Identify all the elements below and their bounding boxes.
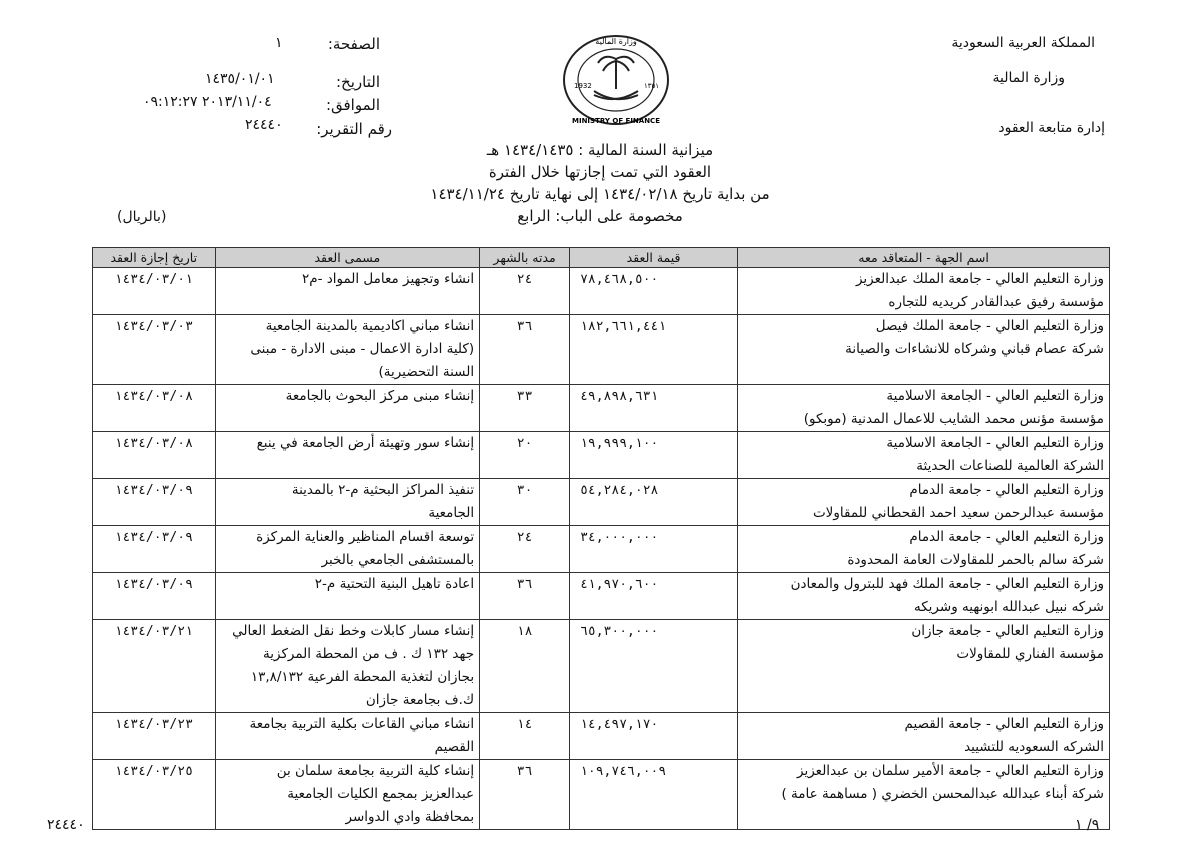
- logo-year-left: 1932: [574, 82, 592, 90]
- cell-contract-value: ١٠٩,٧٤٦,٠٠٩: [570, 760, 738, 830]
- contracts-table-body: [93, 268, 1110, 830]
- table-row: [93, 385, 1110, 432]
- cell-contract-value: ٦٥,٣٠٠,٠٠٠: [570, 620, 738, 713]
- contract-name-line: إنشاء مسار كابلات وخط نقل الضغط العالي: [232, 623, 475, 639]
- report-title-contracts: العقود التي تمت إجازتها خلال الفترة: [488, 163, 712, 181]
- cell-approval-date: ١٤٣٤/٠٣/٢١: [93, 620, 216, 713]
- cell-contract-name: [215, 620, 480, 713]
- cell-contract-name: [215, 315, 480, 385]
- cell-contract-value: ١٤,٤٩٧,١٧٠: [570, 713, 738, 760]
- cell-duration: ٣٦: [480, 760, 570, 830]
- footer-report-number: ٢٤٤٤٠: [47, 817, 85, 833]
- ministry-name: وزارة المالية: [992, 70, 1065, 86]
- contract-name-line: بمحافظة وادي الدواسر: [345, 809, 475, 825]
- entity-name: وزارة التعليم العالي - الجامعة الاسلامية: [886, 388, 1104, 404]
- header-value: قيمة العقد: [570, 248, 738, 268]
- entity-name: وزارة التعليم العالي - جامعة القصيم: [904, 716, 1104, 732]
- contractor-name: مؤسسة رفيق عبدالقادر كريديه للتجاره: [888, 294, 1104, 310]
- page-counter: ٩/ ١: [1075, 817, 1100, 833]
- ministry-seal-icon: [560, 33, 672, 128]
- table-row: [93, 268, 1110, 315]
- cell-duration: ١٤: [480, 713, 570, 760]
- table-row: [93, 479, 1110, 526]
- contractor-name: شركة سالم بالحمر للمقاولات العامة المحدودة: [847, 552, 1104, 568]
- cell-duration: ١٨: [480, 620, 570, 713]
- contract-name-line: إنشاء مبنى مركز البحوث بالجامعة: [285, 388, 475, 404]
- report-title-period: من بداية تاريخ ١٤٣٤/٠٢/١٨ إلى نهاية تاريخ ١٤٣٤/١١/٢٤: [430, 185, 770, 203]
- date-value: ١٤٣٥/٠١/٠١: [205, 71, 275, 87]
- entity-name: وزارة التعليم العالي - جامعة الملك فهد للبترول والمعادن: [790, 576, 1104, 592]
- contract-name-line: (كلية ادارة الاعمال - مبنى الادارة - مبنى: [250, 341, 475, 357]
- cell-contract-name: [215, 385, 480, 432]
- contract-name-line: بالمستشفى الجامعي بالخبر: [321, 552, 475, 568]
- cell-approval-date: ١٤٣٤/٠٣/٠١: [93, 268, 216, 315]
- contract-name-line: إنشاء كلية التربية بجامعة سلمان بن: [276, 763, 475, 779]
- cell-duration: ٣٦: [480, 315, 570, 385]
- contract-name-line: انشاء مباني اكاديمية بالمدينة الجامعية: [265, 318, 475, 334]
- table-row: [93, 573, 1110, 620]
- date-label: التاريخ:: [336, 73, 380, 91]
- cell-duration: ٢٤: [480, 526, 570, 573]
- cell-contract-name: [215, 479, 480, 526]
- cell-contract-value: ٧٨,٤٦٨,٥٠٠: [570, 268, 738, 315]
- cell-entity: [738, 268, 1110, 315]
- contract-name-line: السنة التحضيرية): [378, 364, 475, 380]
- cell-contract-value: ١٨٢,٦٦١,٤٤١: [570, 315, 738, 385]
- header-contract-name: مسمى العقد: [215, 248, 480, 268]
- contract-name-line: بجازان لتغذية المحطة الفرعية ١٣,٨/١٣٢: [250, 669, 475, 685]
- cell-contract-name: [215, 268, 480, 315]
- cell-approval-date: ١٤٣٤/٠٣/٠٩: [93, 573, 216, 620]
- cell-duration: ٣٦: [480, 573, 570, 620]
- contract-name-line: اعادة تاهيل البنية التحتية م-٢: [314, 576, 475, 592]
- logo-arabic-text: وزارة المالية: [595, 37, 637, 46]
- cell-duration: ٣٠: [480, 479, 570, 526]
- cell-entity: [738, 713, 1110, 760]
- cell-entity: [738, 385, 1110, 432]
- cell-entity: [738, 315, 1110, 385]
- cell-entity: [738, 620, 1110, 713]
- cell-contract-value: ٤١,٩٧٠,٦٠٠: [570, 573, 738, 620]
- kingdom-name: المملكة العربية السعودية: [951, 35, 1095, 51]
- report-title-budget: ميزانية السنة المالية : ١٤٣٤/١٤٣٥ هـ: [486, 141, 714, 159]
- currency-note: (بالريال): [117, 209, 167, 225]
- contract-name-line: انشاء وتجهيز معامل المواد -م٢: [301, 271, 475, 287]
- report-number-value: ٢٤٤٤٠: [245, 117, 283, 133]
- corresponding-label: الموافق:: [325, 96, 380, 114]
- cell-approval-date: ١٤٣٤/٠٣/٢٣: [93, 713, 216, 760]
- contractor-name: مؤسسة عبدالرحمن سعيد احمد القحطاني للمقاولات: [812, 505, 1104, 521]
- corresponding-value: ٢٠١٣/١١/٠٤ ٠٩:١٢:٢٧: [143, 94, 272, 110]
- cell-approval-date: ١٤٣٤/٠٣/٢٥: [93, 760, 216, 830]
- header-duration: مدته بالشهر: [480, 248, 570, 268]
- report-number-label: رقم التقرير:: [316, 120, 392, 138]
- cell-contract-value: ١٩,٩٩٩,١٠٠: [570, 432, 738, 479]
- contract-name-line: الجامعية: [428, 505, 475, 521]
- ministry-of-finance-logo: [560, 33, 672, 128]
- table-row: [93, 526, 1110, 573]
- contract-name-line: توسعة اقسام المناظير والعناية المركزة: [256, 529, 475, 545]
- cell-entity: [738, 432, 1110, 479]
- cell-contract-name: [215, 526, 480, 573]
- cell-contract-name: [215, 573, 480, 620]
- logo-year-right: ١٣٥١: [644, 82, 660, 90]
- entity-name: وزارة التعليم العالي - الجامعة الاسلامية: [886, 435, 1104, 451]
- cell-approval-date: ١٤٣٤/٠٣/٠٩: [93, 526, 216, 573]
- contract-name-line: إنشاء سور وتهيئة أرض الجامعة في ينبع: [256, 435, 475, 451]
- cell-entity: [738, 760, 1110, 830]
- page-value: ١: [275, 35, 283, 51]
- contractor-name: مؤسسة مؤنس محمد الشايب للاعمال المدنية (موبكو): [803, 411, 1104, 427]
- cell-approval-date: ١٤٣٤/٠٣/٠٨: [93, 385, 216, 432]
- entity-name: وزارة التعليم العالي - جامعة الأمير سلمان بن عبدالعزيز: [797, 763, 1104, 779]
- contract-name-line: عبدالعزيز بمجمع الكليات الجامعية: [287, 786, 475, 802]
- cell-duration: ٢٠: [480, 432, 570, 479]
- table-row: [93, 315, 1110, 385]
- contract-name-line: جهد ١٣٢ ك . ف من المحطة المركزية: [263, 646, 475, 662]
- contract-name-line: انشاء مباني القاعات بكلية التربية بجامعة: [249, 716, 475, 732]
- entity-name: وزارة التعليم العالي - جامعة جازان: [911, 623, 1104, 639]
- report-title-chapter: مخصومة على الباب: الرابع: [517, 207, 683, 225]
- cell-approval-date: ١٤٣٤/٠٣/٠٩: [93, 479, 216, 526]
- cell-contract-value: ٤٩,٨٩٨,٦٣١: [570, 385, 738, 432]
- table-row: [93, 760, 1110, 830]
- cell-entity: [738, 479, 1110, 526]
- cell-contract-name: [215, 760, 480, 830]
- table-row: [93, 432, 1110, 479]
- contract-name-line: تنفيذ المراكز البحثية م-٢ بالمدينة: [291, 482, 475, 498]
- contracts-table: [92, 247, 1110, 830]
- contractor-name: شركه نبيل عبدالله ابونهيه وشريكه: [913, 599, 1104, 615]
- entity-name: وزارة التعليم العالي - جامعة الملك عبدالعزيز: [855, 271, 1104, 287]
- department-name: إدارة متابعة العقود: [998, 120, 1105, 136]
- entity-name: وزارة التعليم العالي - جامعة الدمام: [909, 529, 1104, 545]
- contractor-name: شركة عصام قباني وشركاه للانشاءات والصيانة: [845, 341, 1104, 357]
- entity-name: وزارة التعليم العالي - جامعة الدمام: [909, 482, 1104, 498]
- page-label: الصفحة:: [327, 35, 380, 53]
- cell-duration: ٣٣: [480, 385, 570, 432]
- header-approval-date: تاريخ إجازة العقد: [93, 248, 216, 268]
- cell-contract-name: [215, 432, 480, 479]
- contract-name-line: ك.ف بجامعة جازان: [365, 692, 475, 708]
- contractor-name: الشركة العالمية للصناعات الحديثة: [916, 458, 1104, 474]
- table-row: [93, 620, 1110, 713]
- cell-contract-value: ٣٤,٠٠٠,٠٠٠: [570, 526, 738, 573]
- contractor-name: الشركه السعوديه للتشييد: [964, 739, 1104, 755]
- table-row: [93, 713, 1110, 760]
- contractor-name: مؤسسة الفناري للمقاولات: [956, 646, 1104, 662]
- cell-approval-date: ١٤٣٤/٠٣/٠٣: [93, 315, 216, 385]
- contractor-name: شركة أبناء عبدالله عبدالمحسن الخضري ( مساهمة عامة ): [781, 786, 1104, 802]
- table-header-row: [93, 248, 1110, 268]
- cell-entity: [738, 573, 1110, 620]
- cell-contract-value: ٥٤,٢٨٤,٠٢٨: [570, 479, 738, 526]
- cell-duration: ٢٤: [480, 268, 570, 315]
- contract-name-line: القصيم: [434, 739, 475, 755]
- cell-contract-name: [215, 713, 480, 760]
- entity-name: وزارة التعليم العالي - جامعة الملك فيصل: [875, 318, 1104, 334]
- header-entity: اسم الجهة - المتعاقد معه: [738, 248, 1110, 268]
- cell-approval-date: ١٤٣٤/٠٣/٠٨: [93, 432, 216, 479]
- logo-english-text: MINISTRY OF FINANCE: [572, 117, 660, 125]
- cell-entity: [738, 526, 1110, 573]
